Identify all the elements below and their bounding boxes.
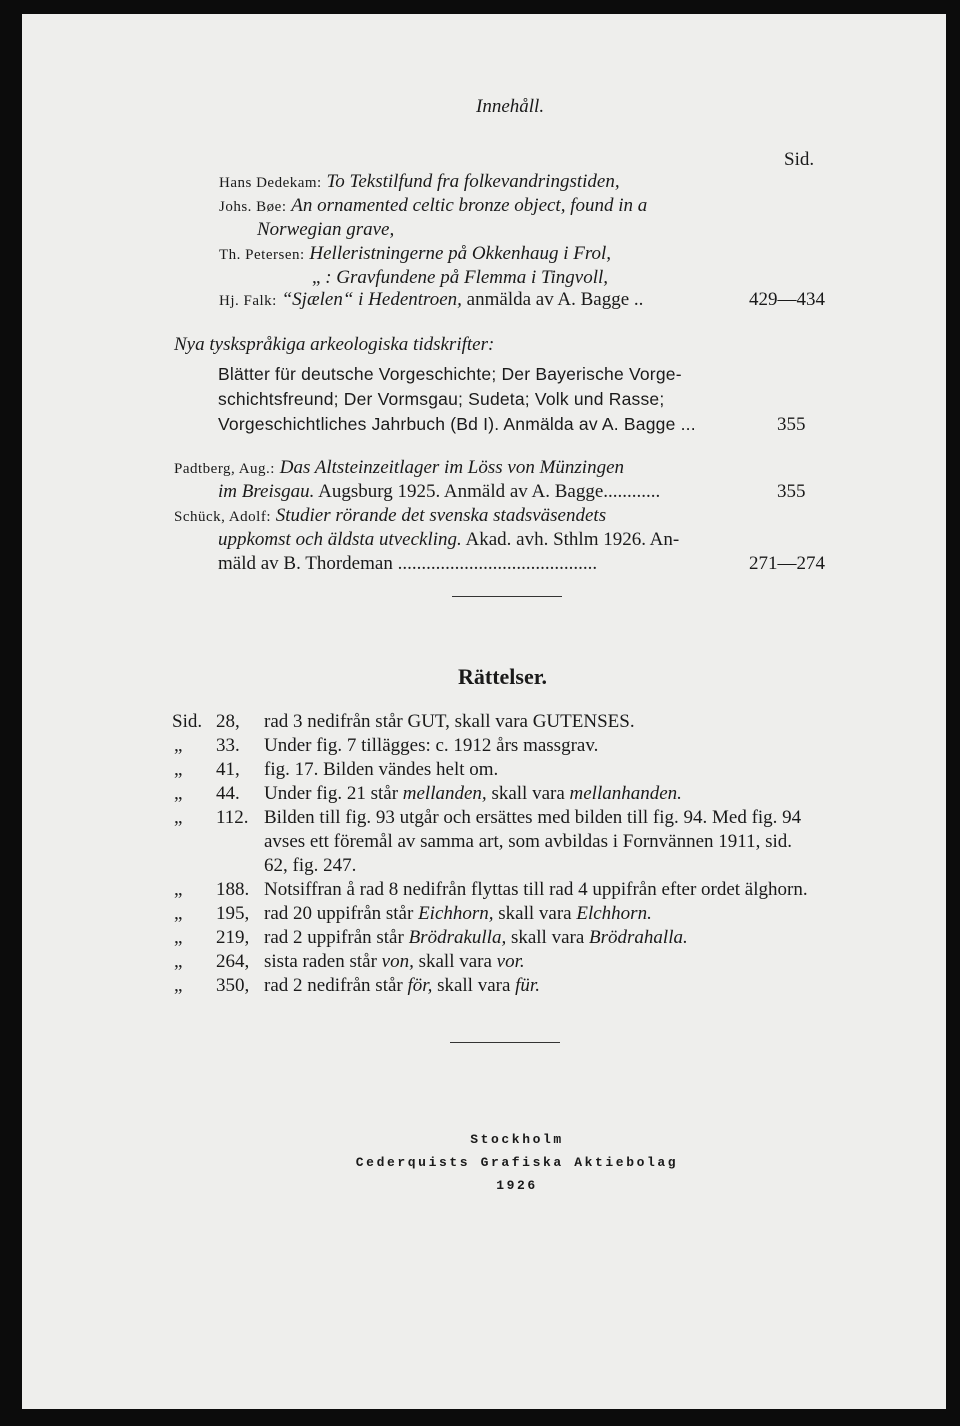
errata-prefix: „	[174, 807, 183, 828]
review-title: Das Altsteinzeitlager im Löss von Münzingen	[279, 457, 625, 478]
page	[22, 14, 946, 1409]
errata-text: fig. 17. Bilden vändes helt om.	[264, 759, 499, 780]
ditto-mark: „	[312, 267, 321, 288]
review-title: Studier rörande det svenska stadsväsendets	[275, 505, 607, 526]
errata-page: 28,	[216, 711, 240, 732]
imprint-printer: Cederquists Grafiska Aktiebolag	[355, 1155, 679, 1170]
errata-text: rad 3 nedifrån står GUT, skall vara GUTENSES.	[264, 711, 635, 732]
section-divider	[450, 1042, 560, 1043]
errata-correct-word: vor.	[496, 951, 525, 972]
errata-page: 41,	[216, 759, 240, 780]
errata-text-part: skall vara	[418, 951, 492, 972]
review-entry	[174, 505, 606, 527]
errata-correct-word: Brödrahalla.	[589, 927, 688, 948]
entry-author: Hj. Falk:	[219, 293, 277, 309]
entry-title: “Sjælen“ i Hedentroen,	[281, 289, 462, 310]
entry-title-continued: Norwegian grave,	[257, 219, 395, 240]
errata-wrong-word: Eichhorn,	[418, 903, 494, 924]
errata-correct-word: mellanhanden.	[569, 783, 682, 804]
errata-text-part: skall vara	[437, 975, 511, 996]
contents-entry	[219, 289, 643, 311]
errata-prefix: „	[174, 903, 183, 924]
errata-page: 44.	[216, 783, 240, 804]
errata-text: Under fig. 7 tillägges: c. 1912 års massgrav.	[264, 735, 599, 756]
imprint-city: Stockholm	[470, 1132, 564, 1147]
entry-author: Johs. Bøe:	[219, 199, 287, 215]
review-pages: 271—274	[749, 553, 825, 574]
journals-pages: 355	[777, 414, 806, 435]
errata-text	[264, 903, 652, 925]
contents-entry	[219, 171, 620, 193]
journals-line: Blätter für deutsche Vorgeschichte; Der Bayerische Vorge-	[218, 364, 682, 384]
errata-text-part: rad 20 uppifrån står	[264, 903, 414, 924]
errata-prefix: „	[174, 951, 183, 972]
review-author: Padtberg, Aug.:	[174, 461, 275, 477]
errata-wrong-word: mellanden,	[402, 783, 487, 804]
page-column-label: Sid.	[784, 149, 815, 170]
journals-line: schichtsfreund; Der Vormsgau; Sudeta; Volk und Rasse;	[218, 389, 665, 409]
errata-prefix: „	[174, 975, 183, 996]
errata-text-part: skall vara	[498, 903, 572, 924]
review-note: Akad. avh. Sthlm 1926. An-	[465, 529, 680, 550]
errata-prefix: „	[174, 783, 183, 804]
errata-text: avses ett föremål av samma art, som avbildas i Fornvännen 1911, sid.	[264, 831, 793, 852]
entry-author: Th. Petersen:	[219, 247, 305, 263]
errata-page: 350,	[216, 975, 250, 996]
entry-note: anmälda av A. Bagge ..	[466, 289, 644, 310]
journals-line: Vorgeschichtliches Jahrbuch (Bd I). Anmälda av A. Bagge ...	[218, 414, 696, 434]
errata-wrong-word: för,	[407, 975, 433, 996]
entry-title: : Gravfundene på Flemma i Tingvoll,	[325, 267, 609, 288]
review-note: Augsburg 1925. Anmäld av A. Bagge............	[318, 481, 661, 502]
errata-text	[264, 951, 525, 973]
errata-text	[264, 783, 682, 805]
contents-entry	[219, 243, 611, 265]
review-entry-continued	[218, 481, 660, 503]
errata-prefix: „	[174, 759, 183, 780]
errata-text-part: skall vara	[510, 927, 585, 948]
errata-text: Bilden till fig. 93 utgår och ersättes med bilden till fig. 94. Med fig. 94	[264, 807, 802, 828]
errata-prefix: „	[174, 735, 183, 756]
review-note-continued: mäld av B. Thordeman ..........................................	[218, 553, 598, 574]
review-title: uppkomst och äldsta utveckling.	[218, 529, 462, 550]
section-divider	[452, 596, 562, 597]
review-pages: 355	[777, 481, 806, 502]
errata-text: 62, fig. 247.	[264, 855, 357, 876]
entry-title: To Tekstilfund fra folkevandringstiden,	[326, 171, 620, 192]
contents-entry	[312, 267, 608, 289]
errata-correct-word: für.	[515, 975, 540, 996]
errata-wrong-word: von,	[381, 951, 414, 972]
errata-page: 112.	[216, 807, 249, 828]
errata-page: 33.	[216, 735, 240, 756]
review-author: Schück, Adolf:	[174, 509, 271, 525]
errata-text	[264, 927, 688, 949]
entry-title: Helleristningerne på Okkenhaug i Frol,	[309, 243, 612, 264]
section-heading: Nya tyskspråkiga arkeologiska tidskrifter:	[174, 334, 495, 355]
review-entry	[174, 457, 624, 479]
errata-text-part: Under fig. 21 står	[264, 783, 399, 804]
errata-wrong-word: Brödrakulla,	[408, 927, 507, 948]
entry-pages: 429—434	[749, 289, 825, 310]
errata-text-part: skall vara	[491, 783, 565, 804]
contents-title: Innehåll.	[476, 96, 545, 117]
errata-page: 219,	[216, 927, 250, 948]
contents-entry	[219, 195, 647, 217]
errata-page: 188.	[216, 879, 250, 900]
entry-author: Hans Dedekam:	[219, 175, 322, 191]
errata-heading: Rättelser.	[458, 664, 547, 689]
review-title: im Breisgau.	[218, 481, 315, 502]
errata-text-part: rad 2 nedifrån står	[264, 975, 403, 996]
errata-page: 264,	[216, 951, 250, 972]
errata-text	[264, 975, 540, 997]
errata-text: Notsiffran å rad 8 nedifrån flyttas till rad 4 uppifrån efter ordet älghorn.	[264, 879, 808, 900]
entry-title: An ornamented celtic bronze object, found in a	[291, 195, 648, 216]
errata-prefix: Sid.	[172, 711, 203, 732]
errata-text-part: sista raden står	[264, 951, 377, 972]
errata-text-part: rad 2 uppifrån står	[264, 927, 404, 948]
imprint-year: 1926	[496, 1178, 538, 1193]
errata-prefix: „	[174, 927, 183, 948]
errata-page: 195,	[216, 903, 250, 924]
review-entry-continued	[218, 529, 679, 551]
errata-correct-word: Elchhorn.	[576, 903, 652, 924]
errata-prefix: „	[174, 879, 183, 900]
